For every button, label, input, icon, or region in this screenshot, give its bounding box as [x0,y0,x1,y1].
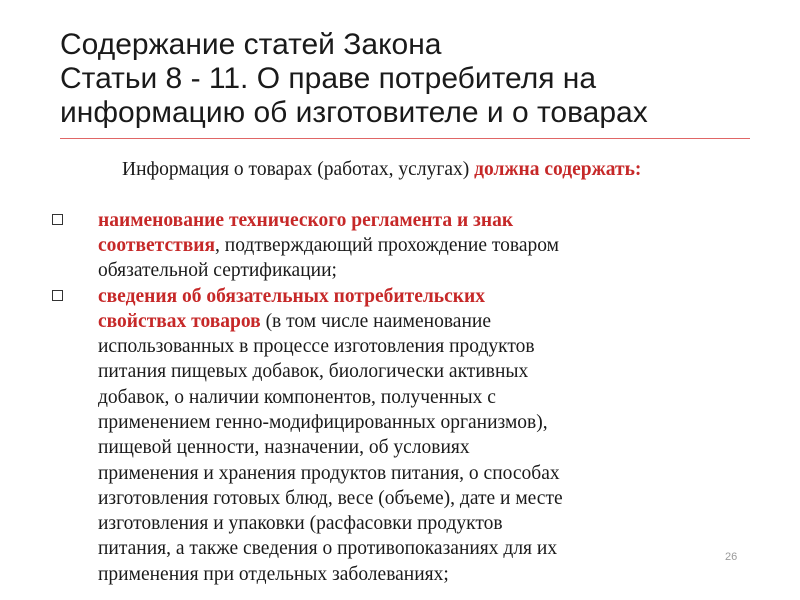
bullet-text-1 [98,208,748,284]
bullet-1-highlight-line-2: соответствия [98,234,216,256]
bullet-2-line-5: применением генно-модифицированных организмов), [98,411,548,433]
title-line-3: информацию об изготовителе и о товарах [60,96,648,129]
square-bullet-icon [52,290,63,301]
bullet-2-line-2: использованных в процессе изготовления продуктов [98,336,535,358]
title-divider [60,138,750,139]
title-line-1: Содержание статей Закона [60,28,442,61]
slide-title [60,28,780,130]
intro-highlight: должна содержать: [474,159,642,180]
bullet-2-line-11: применения при отдельных заболеваниях; [98,563,449,585]
bullet-2-line-7: применения и хранения продуктов питания, о способах [98,462,560,484]
bullet-2-line-6: пищевой ценности, назначении, об условиях [98,437,470,459]
bullet-2-highlight-line-1: сведения об обязательных потребительских [98,285,485,307]
bullet-2-line-1: (в том числе наименование [260,310,491,332]
bullet-1-line-1: , подтверждающий прохождение товаром [215,234,559,256]
bullet-2-line-4: добавок, о наличии компонентов, полученных с [98,386,496,408]
bullet-2-highlight-line-2: свойствах товаров [98,310,261,332]
page-number: 26 [725,551,738,563]
bullet-2-line-3: питания пищевых добавок, биологически активных [98,361,529,383]
bullet-text-2 [98,284,748,588]
bullet-2-line-9: изготовления и упаковки (расфасовки продуктов [98,513,503,535]
intro-text: Информация о товарах (работах, услугах) [122,159,475,180]
intro-paragraph [98,157,758,182]
bullet-2-line-8: изготовления готовых блюд, весе (объеме), дате и месте [98,487,563,509]
bullet-1-line-2: обязательной сертификации; [98,260,337,282]
title-line-2: Статьи 8 - 11. О праве потребителя на [60,62,597,95]
bullet-2-line-10: питания, а также сведения о противопоказаниях для их [98,538,558,560]
bullet-1-highlight-line-1: наименование технического регламента и знак [98,209,514,231]
square-bullet-icon [52,214,63,225]
